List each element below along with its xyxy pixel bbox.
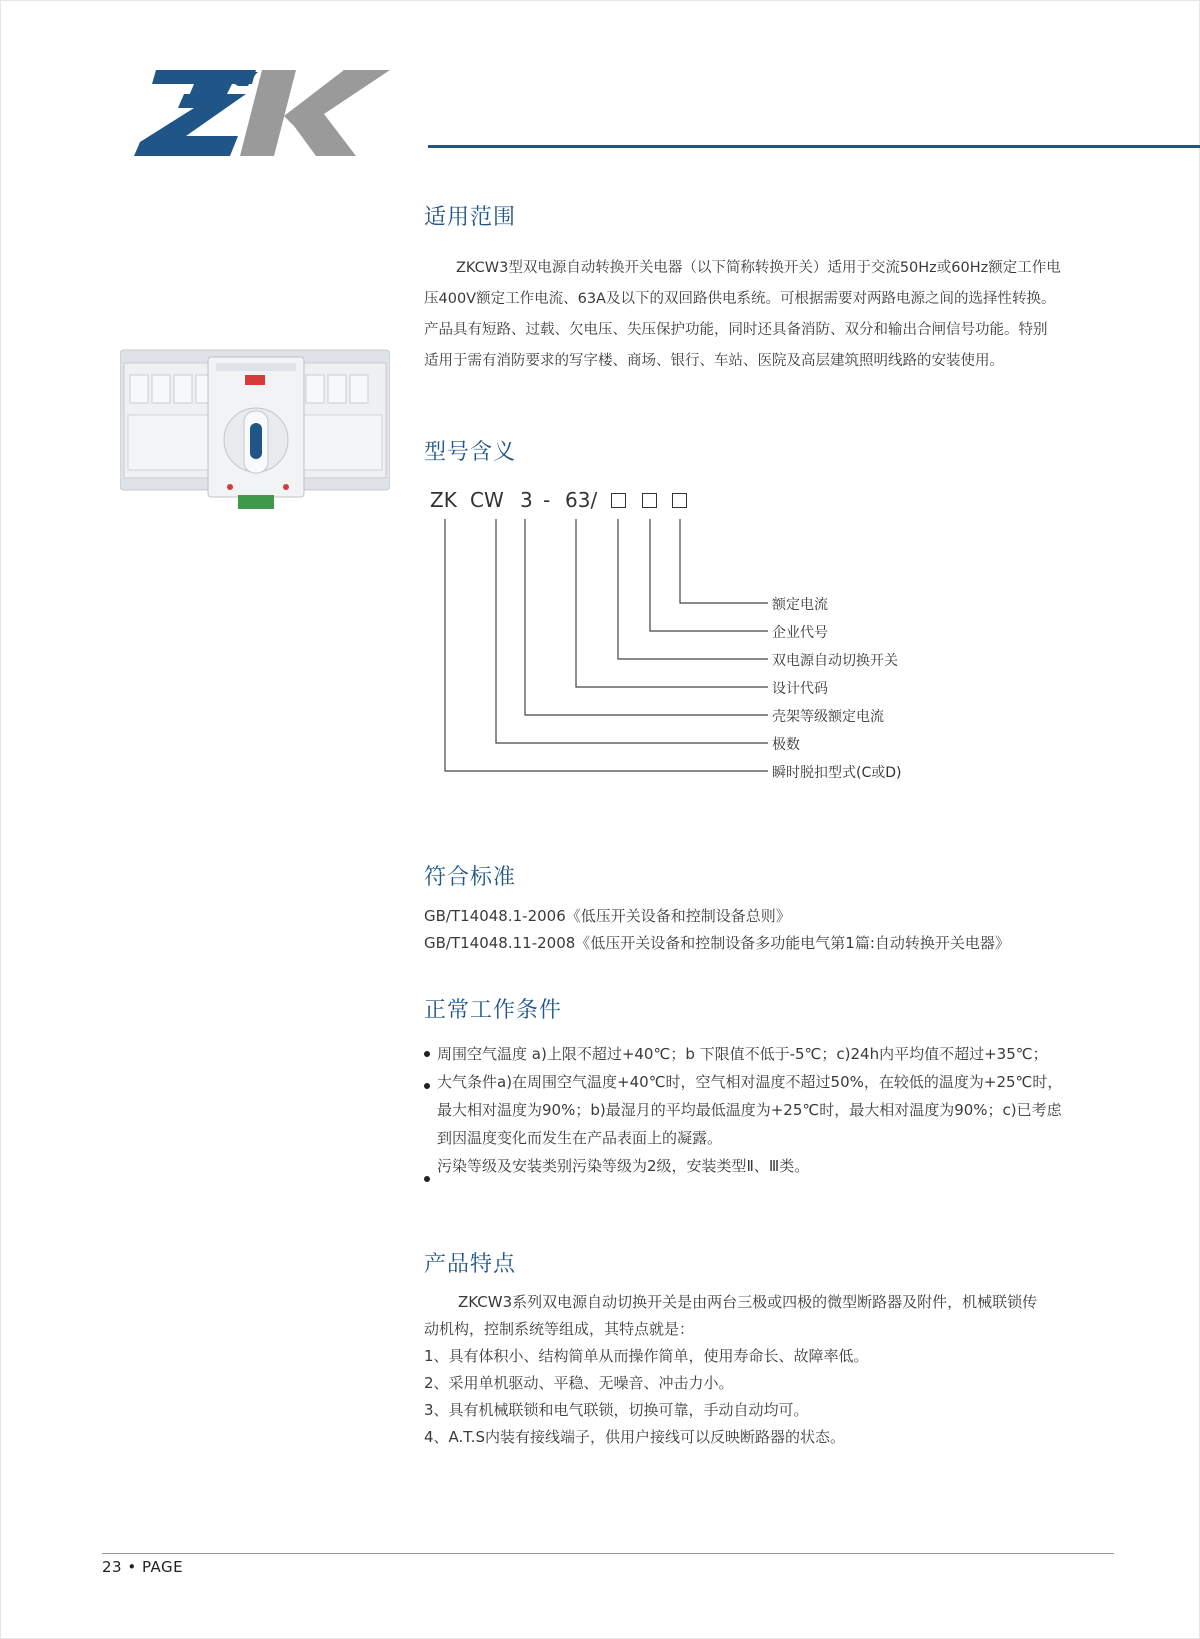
feature-line: 1、具有体积小、结构简单从而操作简单，使用寿命长、故障率低。 (424, 1347, 869, 1365)
feature-line: 动机构，控制系统等组成，其特点就是： (424, 1320, 695, 1338)
legend-design-code: 设计代码 (772, 681, 828, 697)
scope-line: 产品具有短路、过载、欠电压、失压保护功能，同时还具备消防、双分和输出合闸信号功能。特别 (424, 322, 1048, 338)
scope-title: 适用范围 (424, 205, 517, 230)
scope-line: ZKCW3型双电源自动转换开关电器（以下简称转换开关）适用于交流50Hz或60Hz额定工作电 (456, 260, 1061, 276)
code-3: 3 (520, 488, 533, 512)
page-number: 23 • PAGE (102, 1558, 184, 1576)
code-63: 63/ (565, 488, 598, 512)
standard-line: GB/T14048.11-2008《低压开关设备和控制设备多功能电气第1篇:自动转换开关电器》 (424, 934, 1010, 952)
legend-frame-rated-current: 壳架等级额定电流 (772, 709, 884, 725)
code-zk: ZK (430, 488, 457, 512)
legend-poles: 极数 (772, 737, 800, 753)
zk-logo (134, 64, 394, 164)
standard-line: GB/T14048.1-2006《低压开关设备和控制设备总则》 (424, 907, 791, 925)
condition-line: 到因温度变化而发生在产品表面上的凝露。 (437, 1129, 723, 1147)
footer-rule (102, 1553, 1114, 1554)
features-title: 产品特点 (424, 1252, 517, 1277)
conditions-title: 正常工作条件 (424, 998, 563, 1023)
model-title: 型号含义 (424, 440, 517, 465)
code-box (642, 493, 657, 508)
feature-line: 2、采用单机驱动、平稳、无噪音、冲击力小。 (424, 1374, 734, 1392)
condition-line: 周围空气温度 a)上限不超过+40℃；b 下限值不低于-5℃；c)24h内平均值不超过+35℃； (437, 1045, 1048, 1063)
condition-line: 最大相对温度为90%；b)最湿月的平均最低温度为+25℃时，最大相对温度为90%；c)已考虑 (437, 1101, 1062, 1119)
code-cw: CW (470, 488, 504, 512)
conditions-text (437, 1040, 1137, 1180)
bullet (424, 1176, 430, 1182)
standards-title: 符合标准 (424, 865, 517, 890)
scope-line: 压400V额定工作电流、63A及以下的双回路供电系统。可根据需要对两路电源之间的选择性转换。 (424, 291, 1056, 307)
legend-trip-type: 瞬时脱扣型式(C或D) (772, 765, 902, 781)
legend-company-code: 企业代号 (772, 625, 828, 641)
feature-line: ZKCW3系列双电源自动切换开关是由两台三极或四极的微型断路器及附件，机械联锁传 (458, 1293, 1038, 1311)
model-code (428, 488, 728, 518)
legend-rated-current: 额定电流 (772, 597, 828, 613)
feature-line: 4、A.T.S内装有接线端子，供用户接线可以反映断路器的状态。 (424, 1428, 845, 1446)
bullet (424, 1051, 430, 1057)
legend-dual-power-switch: 双电源自动切换开关 (772, 653, 898, 669)
code-box (611, 493, 626, 508)
scope-line: 适用于需有消防要求的写字楼、商场、银行、车站、医院及高层建筑照明线路的安装使用。 (424, 353, 1004, 369)
condition-line: 污染等级及安装类别污染等级为2级，安装类型Ⅱ、Ⅲ类。 (437, 1157, 810, 1175)
bullet (424, 1083, 430, 1089)
scope-text (424, 253, 1124, 377)
feature-line: 3、具有机械联锁和电气联锁，切换可靠，手动自动均可。 (424, 1401, 809, 1419)
code-box (672, 493, 687, 508)
header-rule (428, 145, 1200, 148)
code-dash: - (543, 488, 551, 512)
condition-line: 大气条件a)在周围空气温度+40℃时，空气相对温度不超过50%，在较低的温度为+25℃时， (437, 1073, 1063, 1091)
product-image (120, 345, 390, 530)
